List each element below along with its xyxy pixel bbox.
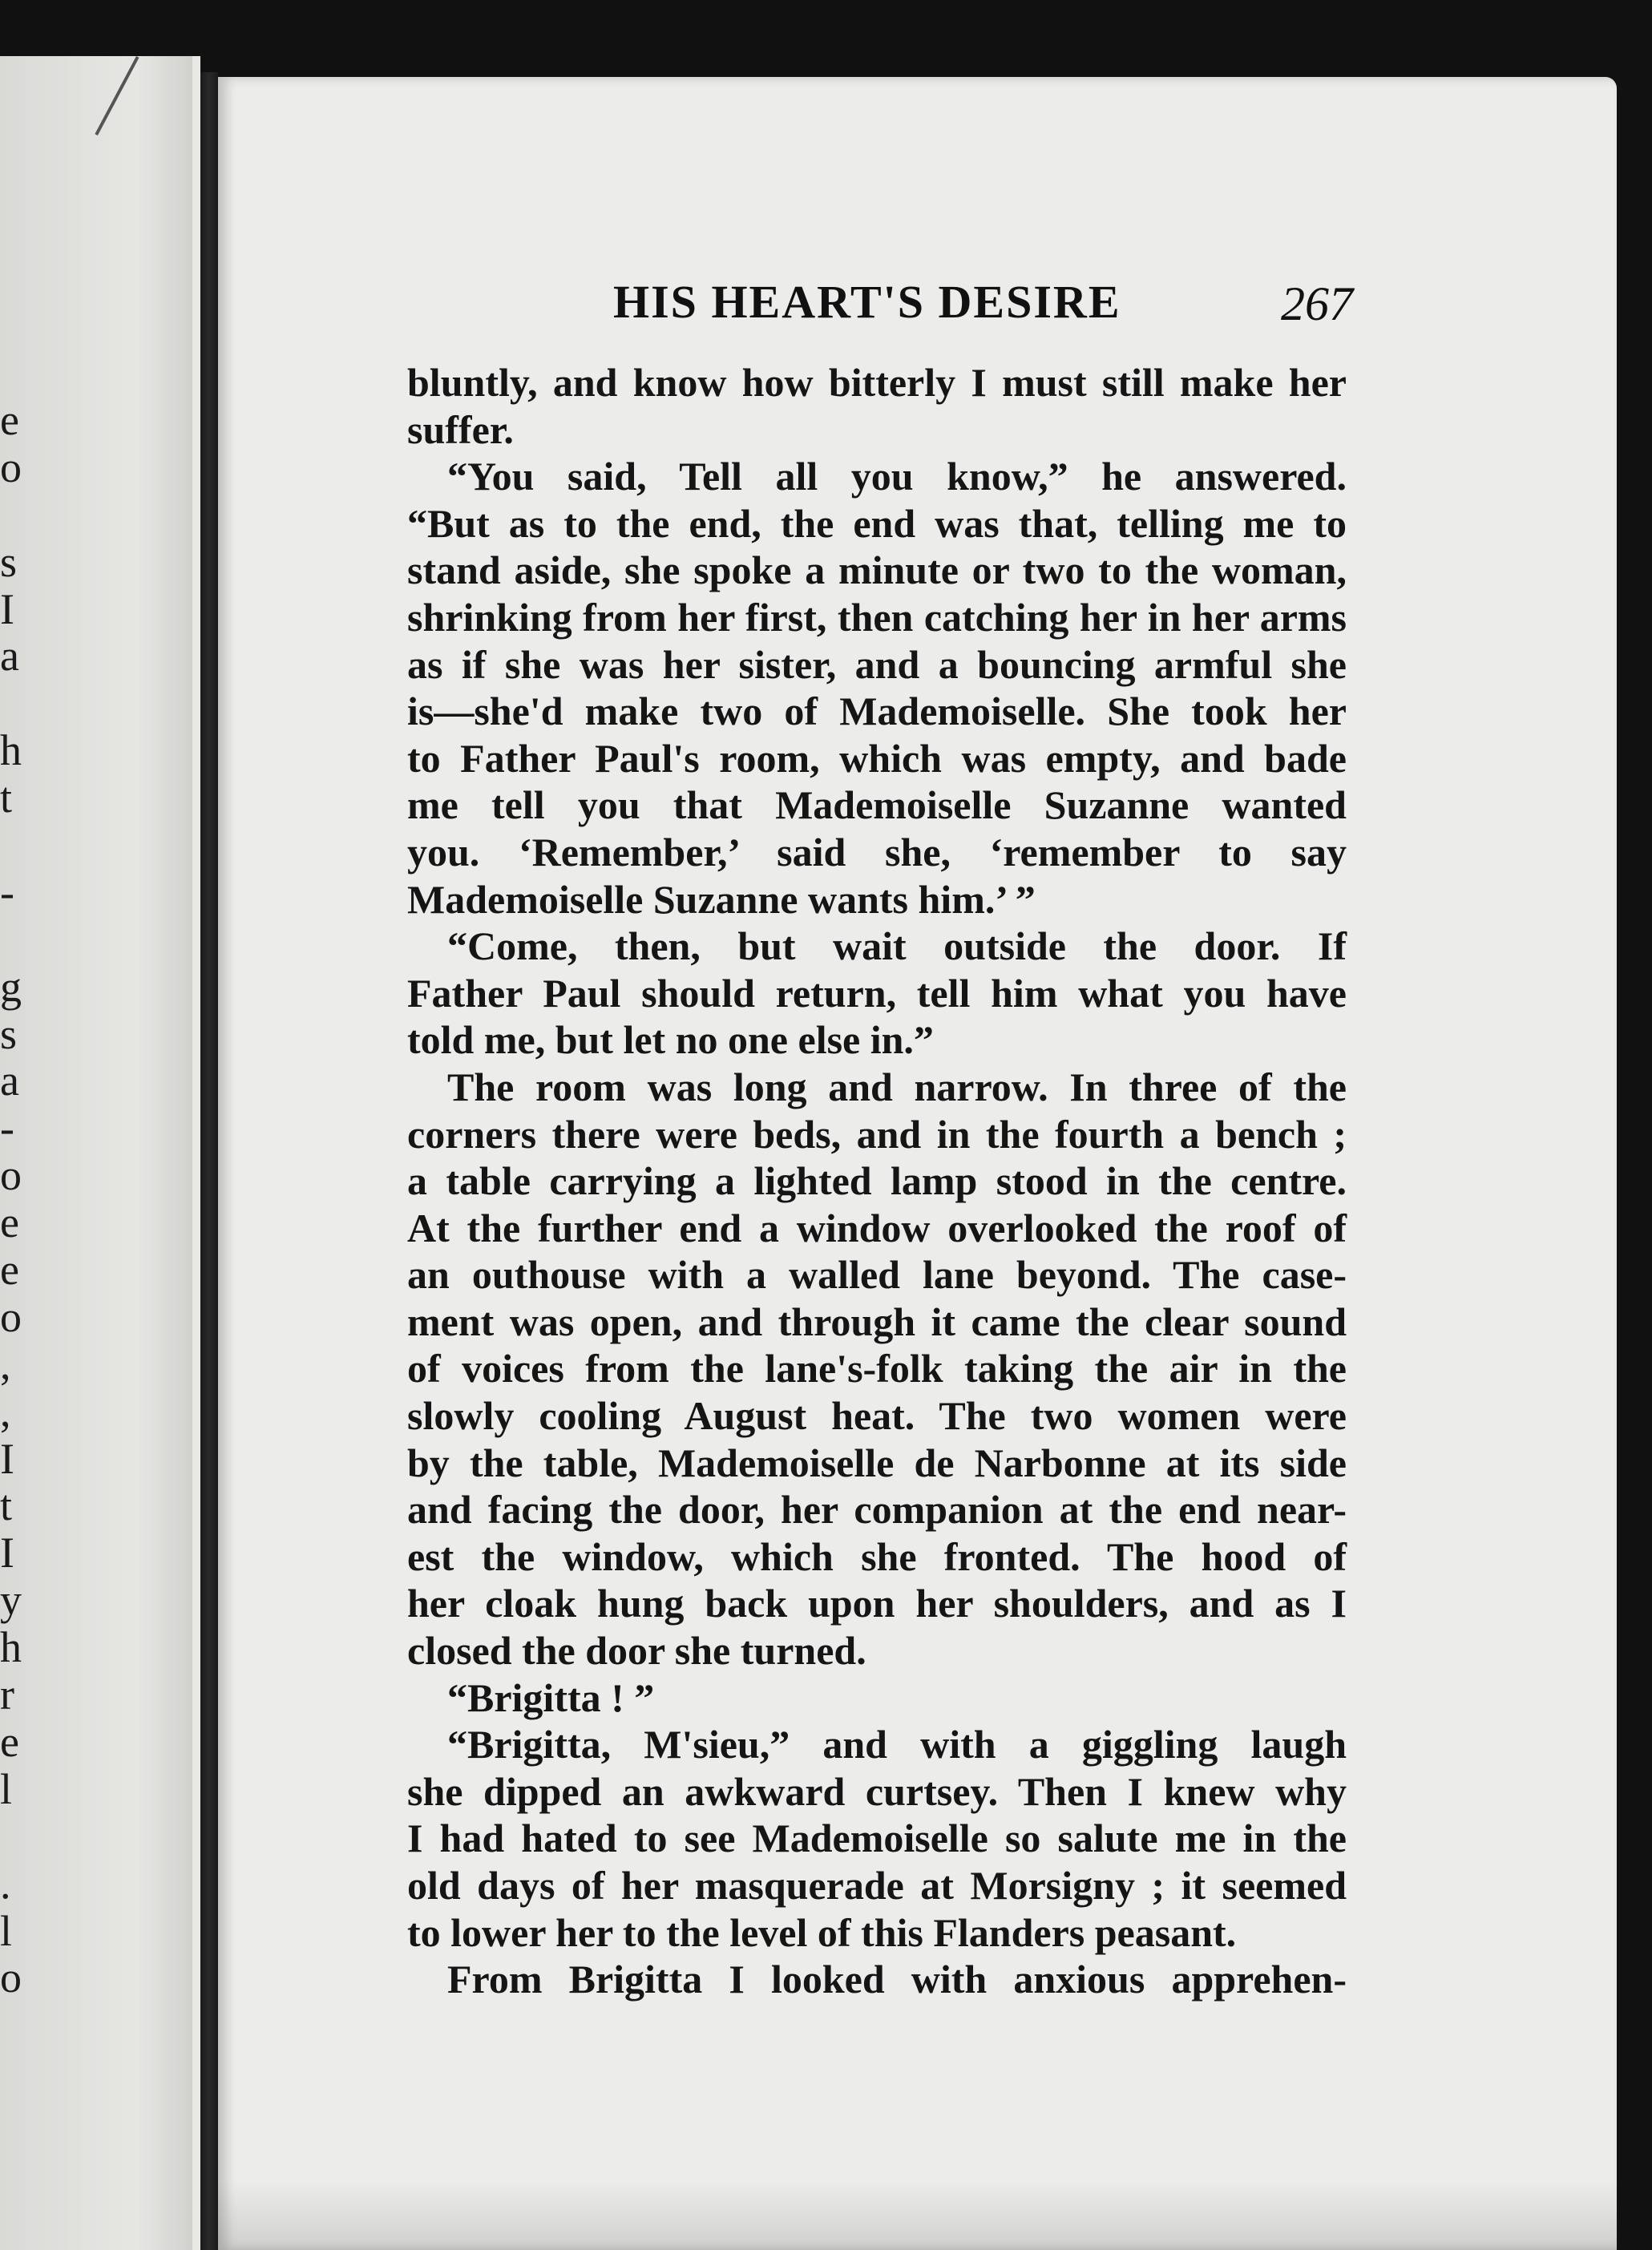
facing-page-line-fragment: I — [0, 1529, 14, 1577]
facing-page-line-fragment: . — [0, 1859, 11, 1908]
facing-page-line-fragment: t — [0, 774, 13, 822]
text-line: told me, but let no one else in.” — [407, 1017, 934, 1063]
facing-page-line-fragment: e — [0, 1198, 19, 1247]
facing-page-line-fragment: , — [0, 1387, 11, 1436]
facing-page-line-fragment: , — [0, 1339, 11, 1388]
text-line: shrinking from her first, then catching her in her arms — [407, 594, 1347, 640]
text-line: I had hated to see Mademoiselle so salute me in the — [407, 1816, 1347, 1861]
text-line: her cloak hung back upon her shoulders, and as I — [407, 1581, 1347, 1626]
body-text — [407, 359, 1347, 2003]
facing-page-line-fragment: o — [0, 442, 22, 491]
text-line: closed the door she turned. — [407, 1628, 866, 1674]
text-line: corners there were beds, and in the fourth a bench ; — [407, 1111, 1347, 1157]
facing-page-line-fragment: o — [0, 1292, 22, 1341]
facing-page-line-fragment: s — [0, 537, 18, 586]
text-line: is—she'd make two of Mademoiselle. She took her — [407, 689, 1347, 734]
facing-page-line-fragment — [0, 822, 19, 869]
text-line: to lower her to the level of this Flanders peasant. — [407, 1909, 1237, 1955]
facing-page-line-fragment — [0, 916, 19, 963]
text-line: At the further end a window overlooked the roof of — [407, 1205, 1347, 1250]
text-line: you. ‘Remember,’ said she, ‘remember to say — [407, 829, 1347, 875]
facing-page-line-fragment: - — [0, 1104, 14, 1153]
text-line: “Brigitta, M'sieu,” and with a giggling laugh — [447, 1722, 1347, 1767]
book-gutter — [200, 72, 218, 2250]
text-line: slowly cooling August heat. The two women were — [407, 1393, 1347, 1439]
facing-page-line-fragment: o — [0, 1953, 22, 2002]
text-line: a table carrying a lighted lamp stood in the centre. — [407, 1158, 1347, 1204]
text-line: of voices from the lane's-folk taking the air in the — [407, 1346, 1347, 1392]
running-head: HIS HEART'S DESIRE — [613, 276, 1121, 328]
facing-page-line-fragment: g — [0, 962, 22, 1011]
text-line: “Come, then, but wait outside the door. If — [447, 923, 1347, 969]
text-line: to Father Paul's room, which was empty, and bade — [407, 735, 1347, 781]
text-line: est the window, which she fronted. The hood of — [407, 1533, 1347, 1579]
text-line: “But as to the end, the end was that, telling me to — [407, 500, 1347, 546]
page-bottom-shadow — [218, 2180, 1617, 2250]
facing-page-line-fragment: a — [0, 632, 19, 681]
text-line: stand aside, she spoke a minute or two to the woman, — [407, 547, 1347, 593]
facing-page-line-fragment: I — [0, 1434, 14, 1483]
text-line: From Brigitta I looked with anxious apprehen- — [447, 1957, 1347, 2002]
text-line: “Brigitta ! ” — [447, 1674, 655, 1720]
text-line: by the table, Mademoiselle de Narbonne at its side — [407, 1440, 1347, 1485]
facing-page-line-fragment: e — [0, 396, 19, 444]
text-line: Mademoiselle Suzanne wants him.’ ” — [407, 876, 1036, 922]
text-line: as if she was her sister, and a bouncing armful she — [407, 641, 1347, 687]
text-line: and facing the door, her companion at the end near- — [407, 1487, 1347, 1533]
text-line: she dipped an awkward curtsey. Then I knew why — [407, 1768, 1347, 1814]
text-line: suffer. — [407, 406, 514, 452]
text-line: me tell you that Mademoiselle Suzanne wanted — [407, 782, 1347, 828]
facing-page — [0, 56, 196, 2250]
facing-page-cropped-text — [0, 396, 22, 2002]
facing-page-line-fragment: t — [0, 1481, 13, 1530]
facing-page-line-fragment: s — [0, 1009, 18, 1058]
facing-page-line-fragment — [0, 1813, 19, 1860]
page-number: 267 — [1281, 277, 1353, 330]
facing-page-line-fragment: a — [0, 1056, 19, 1105]
facing-page-line-fragment: e — [0, 1246, 19, 1295]
facing-page-line-fragment: r — [0, 1670, 14, 1719]
text-line: bluntly, and know how bitterly I must still make her — [407, 360, 1347, 405]
text-line: The room was long and narrow. In three of the — [447, 1064, 1347, 1109]
facing-page-line-fragment: e — [0, 1717, 19, 1766]
facing-page-line-fragment: - — [0, 867, 14, 916]
facing-page-line-fragment — [0, 680, 19, 727]
facing-page-line-fragment: o — [0, 1151, 22, 1200]
text-line: an outhouse with a walled lane beyond. The case- — [407, 1252, 1347, 1298]
facing-page-line-fragment: l — [0, 1764, 13, 1813]
facing-page-line-fragment: h — [0, 726, 22, 775]
text-line: “You said, Tell all you know,” he answered. — [447, 454, 1347, 499]
facing-page-line-fragment: l — [0, 1906, 13, 1955]
facing-page-line-fragment: I — [0, 584, 14, 633]
text-line: Father Paul should return, tell him what you have — [407, 970, 1347, 1016]
facing-page-line-fragment: h — [0, 1623, 22, 1672]
text-line: ment was open, and through it came the clear sound — [407, 1299, 1347, 1344]
facing-page-line-fragment: y — [0, 1576, 22, 1625]
text-line: old days of her masquerade at Morsigny ; it seemed — [407, 1863, 1347, 1908]
facing-page-line-fragment — [0, 491, 19, 539]
gutter-edge — [192, 56, 200, 2250]
